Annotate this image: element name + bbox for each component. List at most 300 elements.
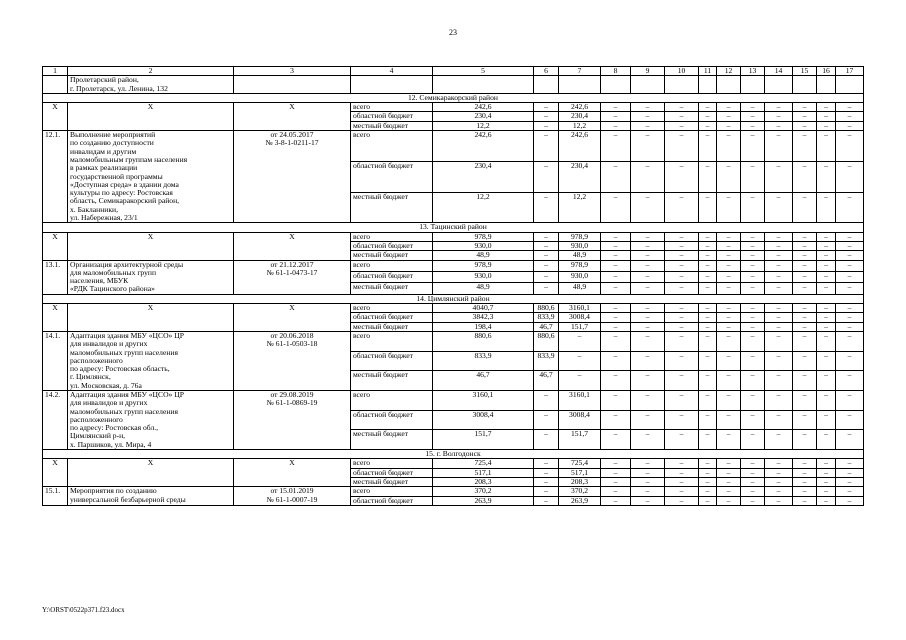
amount-col-17: –: [836, 477, 864, 486]
amount-col-17: –: [836, 241, 864, 250]
funding-source: всего: [351, 459, 433, 468]
amount-col-11: –: [699, 496, 717, 505]
amount-col-16: –: [817, 283, 836, 294]
amount-col-15: –: [793, 459, 817, 468]
amount-col-8: –: [601, 161, 631, 192]
amount-col-13: –: [741, 112, 765, 121]
amount-col-11: –: [699, 112, 717, 121]
amount-col-10: –: [665, 322, 699, 331]
funding-source: местный бюджет: [351, 371, 433, 391]
amount-total: 517,1: [433, 468, 534, 477]
funding-source: местный бюджет: [351, 192, 433, 223]
table-row: [43, 260, 864, 271]
amount-col-14: –: [765, 232, 793, 241]
amount-col-8: –: [601, 331, 631, 351]
amount-col-10: –: [665, 371, 699, 391]
summary-marker: X: [43, 103, 68, 131]
amount-col-11: –: [699, 304, 717, 313]
amount-col-13: –: [741, 371, 765, 391]
amount-col-10: –: [665, 430, 699, 450]
amount-col-16: –: [817, 430, 836, 450]
table-cell: [817, 76, 836, 94]
funding-source: местный бюджет: [351, 430, 433, 450]
summary-row: [43, 459, 864, 468]
cell-line: инвалидам и другим: [70, 146, 137, 156]
amount-col-10: –: [665, 390, 699, 410]
amount-col-17: –: [836, 283, 864, 294]
amount-col-8: –: [601, 304, 631, 313]
amount-col-10: –: [665, 410, 699, 430]
amount-col-8: –: [601, 459, 631, 468]
amount-col-13: –: [741, 241, 765, 250]
cell-line: Выполнение мероприятий: [70, 130, 156, 140]
cell-line: расположенного: [70, 355, 123, 365]
amount-col-7: 3008,4: [559, 410, 601, 430]
amount-col-6: –: [534, 112, 559, 121]
amount-col-7: 3160,1: [559, 304, 601, 313]
amount-total: 48,9: [433, 283, 534, 294]
column-number: 3: [234, 67, 351, 76]
amount-col-15: –: [793, 161, 817, 192]
amount-col-7: 230,4: [559, 161, 601, 192]
amount-col-10: –: [665, 496, 699, 505]
amount-col-9: –: [631, 271, 665, 282]
amount-col-14: –: [765, 351, 793, 371]
amount-col-15: –: [793, 192, 817, 223]
amount-col-9: –: [631, 459, 665, 468]
cell-line: от 20.06.2018: [270, 331, 314, 340]
amount-col-9: –: [631, 121, 665, 130]
amount-col-8: –: [601, 390, 631, 410]
summary-row: [43, 304, 864, 313]
amount-col-8: –: [601, 410, 631, 430]
amount-col-6: –: [534, 477, 559, 486]
amount-col-9: –: [631, 390, 665, 410]
amount-col-9: –: [631, 468, 665, 477]
amount-total: 3160,1: [433, 390, 534, 410]
amount-col-13: –: [741, 487, 765, 496]
amount-col-7: 242,6: [559, 131, 601, 162]
amount-col-13: –: [741, 331, 765, 351]
amount-col-17: –: [836, 313, 864, 322]
amount-col-15: –: [793, 103, 817, 112]
table-row: [43, 390, 864, 410]
table-cell: [534, 76, 559, 94]
amount-col-9: –: [631, 112, 665, 121]
amount-col-11: –: [699, 487, 717, 496]
amount-col-7: 12,2: [559, 192, 601, 223]
amount-col-11: –: [699, 131, 717, 162]
amount-col-9: –: [631, 283, 665, 294]
amount-col-15: –: [793, 121, 817, 130]
amount-col-11: –: [699, 241, 717, 250]
page-number: 23: [449, 28, 457, 37]
amount-col-7: 263,9: [559, 496, 601, 505]
cell-line: расположенного: [70, 414, 123, 424]
cell-line: Пролетарский район,: [70, 75, 139, 85]
amount-col-8: –: [601, 103, 631, 112]
table-cell: [836, 76, 864, 94]
cell-line: по адресу: Ростовская обл.,: [70, 423, 159, 433]
amount-total: 725,4: [433, 459, 534, 468]
amount-col-12: –: [717, 477, 741, 486]
amount-col-6: –: [534, 430, 559, 450]
amount-col-10: –: [665, 459, 699, 468]
amount-col-16: –: [817, 496, 836, 505]
amount-col-12: –: [717, 351, 741, 371]
amount-total: 12,2: [433, 121, 534, 130]
amount-col-17: –: [836, 304, 864, 313]
amount-col-14: –: [765, 477, 793, 486]
cell-line: универсальной безбарьерной среды: [70, 494, 186, 504]
amount-col-9: –: [631, 313, 665, 322]
amount-col-6: –: [534, 410, 559, 430]
amount-col-13: –: [741, 322, 765, 331]
amount-col-16: –: [817, 371, 836, 391]
cell-line: маломобильных групп населения: [70, 347, 178, 357]
amount-total: 880,6: [433, 331, 534, 351]
funding-source: всего: [351, 390, 433, 410]
amount-col-12: –: [717, 232, 741, 241]
funding-source: областной бюджет: [351, 271, 433, 282]
amount-col-16: –: [817, 459, 836, 468]
summary-marker: X: [234, 103, 351, 131]
table-cell: [433, 76, 534, 94]
amount-col-12: –: [717, 459, 741, 468]
amount-total: 242,6: [433, 103, 534, 112]
expertise-conclusion: [234, 331, 351, 390]
amount-col-6: –: [534, 192, 559, 223]
amount-col-13: –: [741, 351, 765, 371]
amount-col-7: 151,7: [559, 322, 601, 331]
amount-col-6: 880,6: [534, 331, 559, 351]
amount-col-6: –: [534, 496, 559, 505]
amount-col-13: –: [741, 251, 765, 260]
amount-col-8: –: [601, 430, 631, 450]
amount-col-11: –: [699, 322, 717, 331]
amount-col-15: –: [793, 390, 817, 410]
amount-col-12: –: [717, 112, 741, 121]
amount-col-12: –: [717, 121, 741, 130]
amount-col-9: –: [631, 251, 665, 260]
object-name: [68, 76, 234, 94]
amount-total: 242,6: [433, 131, 534, 162]
table-cell: [699, 76, 717, 94]
amount-col-11: –: [699, 251, 717, 260]
amount-col-7: 370,2: [559, 487, 601, 496]
amount-col-15: –: [793, 496, 817, 505]
amount-col-17: –: [836, 192, 864, 223]
amount-col-10: –: [665, 468, 699, 477]
amount-col-6: –: [534, 131, 559, 162]
amount-col-14: –: [765, 496, 793, 505]
amount-col-16: –: [817, 477, 836, 486]
amount-col-12: –: [717, 260, 741, 271]
cell-line: область, Семикаракорский район,: [70, 196, 180, 206]
amount-col-15: –: [793, 232, 817, 241]
amount-col-15: –: [793, 477, 817, 486]
amount-col-9: –: [631, 260, 665, 271]
item-number: 14.2.: [43, 390, 68, 449]
object-name: [68, 487, 234, 506]
amount-col-17: –: [836, 371, 864, 391]
amount-col-8: –: [601, 487, 631, 496]
amount-col-14: –: [765, 468, 793, 477]
amount-col-6: –: [534, 271, 559, 282]
amount-col-14: –: [765, 430, 793, 450]
column-number: 11: [699, 67, 717, 76]
amount-col-11: –: [699, 260, 717, 271]
amount-col-7: 12,2: [559, 121, 601, 130]
amount-col-15: –: [793, 251, 817, 260]
amount-total: 978,9: [433, 260, 534, 271]
amount-col-16: –: [817, 390, 836, 410]
amount-col-8: –: [601, 131, 631, 162]
cell-line: № 3-8-1-0211-17: [265, 138, 319, 148]
amount-col-16: –: [817, 351, 836, 371]
amount-col-12: –: [717, 322, 741, 331]
amount-col-6: –: [534, 232, 559, 241]
amount-col-14: –: [765, 131, 793, 162]
summary-marker: X: [234, 459, 351, 487]
cell-line: № 61-1-0473-17: [266, 267, 318, 277]
object-name: [68, 331, 234, 390]
amount-col-12: –: [717, 430, 741, 450]
amount-col-11: –: [699, 121, 717, 130]
column-number: 6: [534, 67, 559, 76]
amount-total: 263,9: [433, 496, 534, 505]
amount-col-12: –: [717, 496, 741, 505]
cell-line: № 61-1-0869-19: [266, 398, 318, 408]
amount-col-9: –: [631, 232, 665, 241]
funding-source: всего: [351, 487, 433, 496]
amount-col-8: –: [601, 260, 631, 271]
amount-col-12: –: [717, 468, 741, 477]
amount-col-10: –: [665, 192, 699, 223]
amount-col-14: –: [765, 410, 793, 430]
amount-col-16: –: [817, 487, 836, 496]
cell-line: населения, МБУК: [70, 276, 129, 286]
section-header-row: [43, 294, 864, 303]
amount-col-8: –: [601, 241, 631, 250]
cell-line: х. Паршиков, ул. Мира, 4: [70, 439, 152, 449]
amount-col-15: –: [793, 322, 817, 331]
amount-col-7: 242,6: [559, 103, 601, 112]
summary-marker: X: [43, 304, 68, 332]
amount-col-6: –: [534, 487, 559, 496]
amount-total: 230,4: [433, 161, 534, 192]
amount-col-17: –: [836, 112, 864, 121]
amount-col-10: –: [665, 260, 699, 271]
amount-col-7: 151,7: [559, 430, 601, 450]
cell-line: маломобильным группам населения: [70, 154, 188, 164]
table-cell: [765, 76, 793, 94]
cell-line: «Доступная среда» в здании дома: [70, 179, 179, 189]
amount-col-12: –: [717, 251, 741, 260]
amount-col-13: –: [741, 459, 765, 468]
cell-line: для инвалидов и других: [70, 339, 148, 349]
funding-source: всего: [351, 131, 433, 162]
summary-marker: X: [68, 304, 234, 332]
amount-col-6: –: [534, 241, 559, 250]
amount-col-13: –: [741, 192, 765, 223]
amount-col-15: –: [793, 410, 817, 430]
cell-line: для маломобильных групп: [70, 267, 157, 277]
amount-col-14: –: [765, 313, 793, 322]
funding-source: всего: [351, 331, 433, 351]
table-cell: [631, 76, 665, 94]
amount-col-15: –: [793, 260, 817, 271]
amount-col-9: –: [631, 304, 665, 313]
amount-col-14: –: [765, 322, 793, 331]
amount-col-6: –: [534, 468, 559, 477]
amount-col-16: –: [817, 322, 836, 331]
funding-source: областной бюджет: [351, 496, 433, 505]
amount-col-7: 930,0: [559, 271, 601, 282]
amount-col-14: –: [765, 283, 793, 294]
amount-col-14: –: [765, 390, 793, 410]
column-number: 16: [817, 67, 836, 76]
amount-col-11: –: [699, 103, 717, 112]
amount-total: 198,4: [433, 322, 534, 331]
table-row: [43, 331, 864, 351]
amount-col-7: 48,9: [559, 283, 601, 294]
summary-marker: X: [234, 304, 351, 332]
table-cell: [665, 76, 699, 94]
amount-col-16: –: [817, 161, 836, 192]
amount-col-12: –: [717, 331, 741, 351]
cell-line: Мероприятия по созданию: [70, 486, 157, 496]
amount-col-14: –: [765, 260, 793, 271]
amount-col-9: –: [631, 322, 665, 331]
cell-line: от 21.12.2017: [270, 260, 314, 269]
table-cell: [793, 76, 817, 94]
amount-col-8: –: [601, 283, 631, 294]
amount-col-11: –: [699, 161, 717, 192]
amount-col-8: –: [601, 322, 631, 331]
amount-col-10: –: [665, 351, 699, 371]
summary-row: [43, 232, 864, 241]
expertise-conclusion: [234, 131, 351, 223]
amount-col-17: –: [836, 468, 864, 477]
amount-col-11: –: [699, 283, 717, 294]
section-title: 13. Тацинский район: [43, 223, 864, 232]
amount-col-13: –: [741, 161, 765, 192]
funding-table: [42, 66, 864, 506]
amount-col-7: 230,4: [559, 112, 601, 121]
amount-col-16: –: [817, 271, 836, 282]
amount-col-10: –: [665, 283, 699, 294]
amount-col-11: –: [699, 410, 717, 430]
amount-col-7: –: [559, 351, 601, 371]
funding-source: всего: [351, 103, 433, 112]
amount-col-17: –: [836, 103, 864, 112]
funding-source: областной бюджет: [351, 112, 433, 121]
amount-col-10: –: [665, 161, 699, 192]
amount-total: 46,7: [433, 371, 534, 391]
amount-col-10: –: [665, 241, 699, 250]
amount-col-11: –: [699, 331, 717, 351]
amount-col-6: 880,6: [534, 304, 559, 313]
amount-col-11: –: [699, 468, 717, 477]
amount-col-17: –: [836, 271, 864, 282]
amount-col-8: –: [601, 477, 631, 486]
amount-col-13: –: [741, 496, 765, 505]
amount-col-15: –: [793, 304, 817, 313]
amount-col-12: –: [717, 161, 741, 192]
column-number: 1: [43, 67, 68, 76]
amount-col-12: –: [717, 390, 741, 410]
amount-col-17: –: [836, 232, 864, 241]
amount-col-15: –: [793, 241, 817, 250]
cell-line: Адаптация здания МБУ «ЦСО» ЦР: [70, 331, 184, 340]
cell-line: г. Пролетарск, ул. Ленина, 132: [70, 83, 168, 93]
column-number: 15: [793, 67, 817, 76]
funding-source: областной бюджет: [351, 410, 433, 430]
cell-line: от 29.08.2019: [270, 390, 314, 399]
amount-col-17: –: [836, 496, 864, 505]
amount-col-13: –: [741, 390, 765, 410]
amount-col-12: –: [717, 131, 741, 162]
amount-col-17: –: [836, 390, 864, 410]
amount-col-7: 3160,1: [559, 390, 601, 410]
column-number: 10: [665, 67, 699, 76]
amount-col-14: –: [765, 103, 793, 112]
cell-line: № 61-1-0007-19: [266, 494, 318, 504]
amount-col-17: –: [836, 260, 864, 271]
amount-col-12: –: [717, 283, 741, 294]
amount-col-16: –: [817, 131, 836, 162]
amount-col-9: –: [631, 351, 665, 371]
amount-col-14: –: [765, 487, 793, 496]
column-number: 5: [433, 67, 534, 76]
amount-col-16: –: [817, 241, 836, 250]
amount-col-7: 930,0: [559, 241, 601, 250]
amount-total: 930,0: [433, 241, 534, 250]
amount-col-17: –: [836, 351, 864, 371]
funding-source: областной бюджет: [351, 351, 433, 371]
amount-col-16: –: [817, 313, 836, 322]
amount-col-16: –: [817, 192, 836, 223]
amount-col-16: –: [817, 232, 836, 241]
amount-col-9: –: [631, 496, 665, 505]
amount-col-6: –: [534, 283, 559, 294]
amount-col-11: –: [699, 351, 717, 371]
amount-col-10: –: [665, 271, 699, 282]
amount-col-17: –: [836, 131, 864, 162]
amount-total: 12,2: [433, 192, 534, 223]
column-number: 9: [631, 67, 665, 76]
amount-col-17: –: [836, 430, 864, 450]
amount-col-8: –: [601, 271, 631, 282]
amount-col-14: –: [765, 371, 793, 391]
table-cell: [351, 76, 433, 94]
section-header-row: [43, 450, 864, 459]
cell-line: маломобильных групп населения: [70, 406, 178, 416]
amount-col-14: –: [765, 192, 793, 223]
expertise-conclusion: [234, 487, 351, 506]
section-header-row: [43, 93, 864, 102]
amount-col-14: –: [765, 304, 793, 313]
amount-col-7: 208,3: [559, 477, 601, 486]
amount-col-15: –: [793, 468, 817, 477]
amount-col-9: –: [631, 103, 665, 112]
amount-col-13: –: [741, 260, 765, 271]
summary-marker: X: [234, 232, 351, 260]
amount-col-9: –: [631, 192, 665, 223]
amount-col-16: –: [817, 121, 836, 130]
amount-col-7: –: [559, 331, 601, 351]
